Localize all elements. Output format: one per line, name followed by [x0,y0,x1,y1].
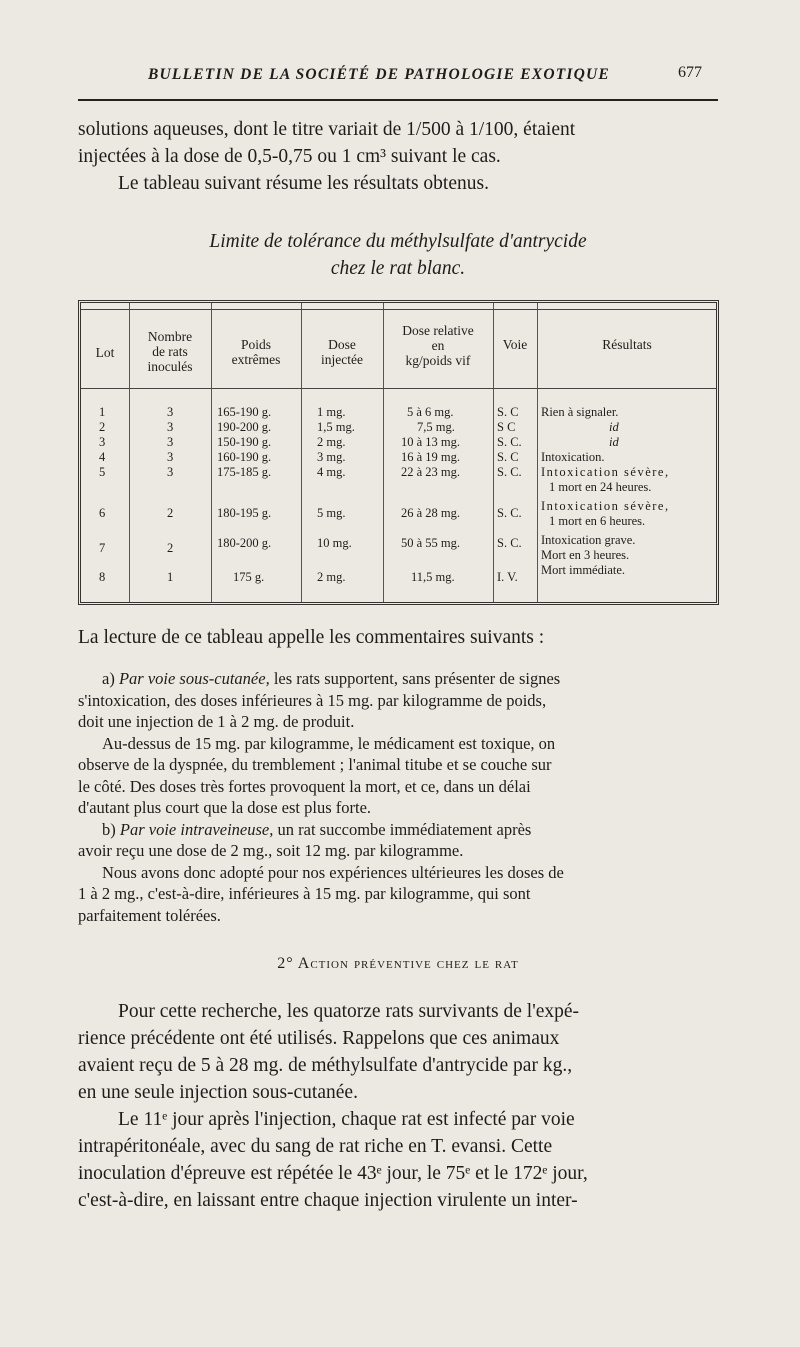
header-resultats: Résultats [602,337,652,352]
intro-line: solutions aqueuses, dont le titre variait de 1/500 à 1/100, étaient [78,119,576,140]
header-lot: Lot [95,345,115,360]
intro-line: Le tableau suivant résume les résultats obtenus. [118,173,489,194]
section-title: 2° Action préventive chez le rat [277,955,519,972]
intro-paragraph [78,116,718,197]
tolerance-table: Lot Nombre de rats inoculés Poids extrêmes Dose injectée Dose relative en kg/poids vif Voie Résultats 1 3 165-190 g. 1 mg. 5 à 6 mg. S. C Rien à signaler. 2 3 190-200 g. 1,5 mg. 7,5 mg. S C id 3 3 150-190 g. 2 mg. 10 à 13 mg. S. C. id 4 3 160-190 g. 3 mg. 16 à 19 mg. S. C Intoxication. 5 3 175-185 g. 4 mg. 22 à 23 mg. S. C. Intoxication sévère, 1 mort en 24 heures. 6 2 180-195 g. 5 mg. 26 à 28 mg. S. C. Intoxication sévère, 1 mort en 6 heures. 7 2 180-200 g. 10 mg. 50 à 55 mg. S. C. Intoxication grave. Mort en 3 heures. 8 1 175 g. 2 mg. 11,5 mg. I. V. Mort immédiate. [78,300,719,605]
caption-line: Limite de tolérance du méthylsulfate d'antrycide [209,231,587,252]
header-nombre: Nombre de rats inoculés [147,329,193,374]
route-label: Par voie intraveineuse, [119,819,274,839]
header-top-rule [81,309,716,310]
closing-paragraph: Pour cette recherche, les quatorze rats survivants de l'expé- rience précédente ont été utilisés. Rappelons que ces animaux avaient reçu de 5 à 28 mg. de méthylsulfate d'antrycide par kg., en une seule injection sous-cutanée. Le 11ᵉ jour après l'injection, chaque rat est infecté par voie intrapéritonéale, avec du sang de rat riche en T. evansi. Cette inoculation d'épreuve est répétée le 43ᵉ jour, le 75ᵉ et le 172ᵉ jour, c'est-à-dire, en laissant entre chaque injection virulente un inter- [78,1001,588,1211]
header-bottom-rule [81,388,716,389]
header-dose-relative: Dose relative en kg/poids vif [402,323,474,368]
commentary-a-first-line: a) Par voie sous-cutanée, les rats supportent, sans présenter de signes [102,669,561,688]
running-title: BULLETIN DE LA SOCIÉTÉ DE PATHOLOGIE EXOTIQUE [148,66,610,83]
table-caption [78,228,718,282]
intro-line: injectées à la dose de 0,5-0,75 ou 1 cm³ suivant le cas. [78,146,501,167]
header-dose: Dose injectée [321,337,363,367]
header-poids: Poids extrêmes [231,337,281,367]
commentary-b-first-line: b) Par voie intraveineuse, un rat succombe immédiatement après [102,819,532,839]
route-label: Par voie sous-cutanée, [118,669,270,688]
commentary-intro: La lecture de ce tableau appelle les commentaires suivants : [78,627,545,648]
commentary-block: a) Par voie sous-cutanée, les rats supportent, sans présenter de signes s'intoxication, des doses inférieures à 15 mg. par kilogramme de poids, doit une injection de 1 à 2 mg. de produit. Au-dessus de 15 mg. par kilogramme, le médicament est toxique, on observe de la dyspnée, du tremblement ; l'animal titube et se couche sur le côté. Des doses très fortes provoquent la mort, et ce, dans un délai d'autant plus court que la dose est plus forte. b) Par voie intraveineuse, un rat succombe immédiatement après avoir reçu une dose de 2 mg., soit 12 mg. par kilogramme. Nous avons donc adopté pour nos expériences ultérieures les doses de 1 à 2 mg., c'est-à-dire, inférieures à 15 mg. par kilogramme, qui sont parfaitement tolérées. [78,668,718,926]
header-rule [78,99,718,101]
page-number: 677 [678,64,702,81]
caption-line: chez le rat blanc. [330,258,466,279]
header-voie: Voie [502,337,528,352]
